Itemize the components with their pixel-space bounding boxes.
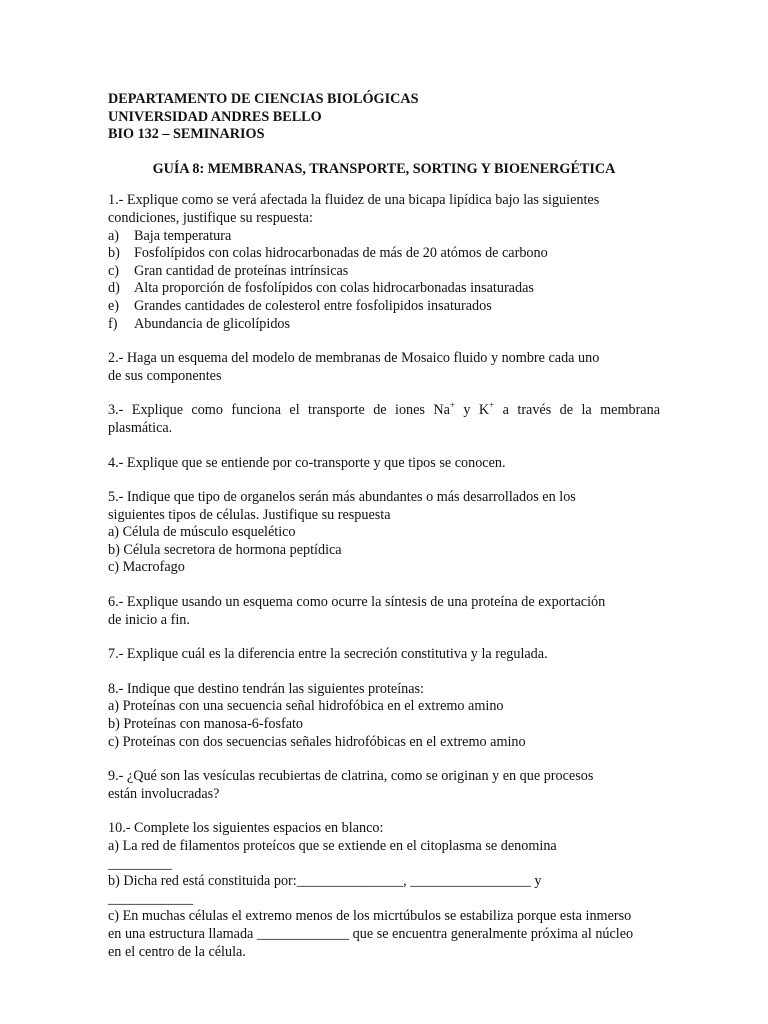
question-3-line-1 [108,399,660,420]
question-1-stem-line-2: condiciones, justifique su respuesta: [108,209,313,226]
question-3 [108,399,660,437]
option-text: Baja temperatura [134,227,232,244]
question-6 [108,594,660,629]
option-text: Abundancia de glicolípidos [134,315,291,332]
question-2 [108,350,660,385]
question-9-line-2: están involucradas? [108,785,220,802]
question-8-option-c: c) Proteínas con dos secuencias señales hidrofóbicas en el extremo amino [108,733,526,750]
question-8-option-a: a) Proteínas con una secuencia señal hidrofóbica en el extremo amino [108,698,504,715]
option-letter: c) [108,262,120,279]
option-letter: a) [108,227,120,244]
document-content [108,91,660,961]
question-6-line-2: de inicio a fin. [108,611,190,628]
department-heading: DEPARTAMENTO DE CIENCIAS BIOLÓGICAS [108,91,419,107]
question-1-option-e [108,298,660,316]
question-8 [108,681,660,751]
question-1-option-a [108,228,660,246]
option-text: Grandes cantidades de colesterol entre fosfolipidos insaturados [134,297,492,314]
question-9 [108,768,660,803]
question-1-stem-line-1: 1.- Explique como se verá afectada la fluidez de una bicapa lipídica bajo las siguientes [108,192,600,209]
question-5-option-a: a) Célula de músculo esquelético [108,524,296,541]
question-10-a-line-1: a) La red de filamentos proteícos que se extiende en el citoplasma se denomina [108,838,557,854]
option-letter: b) [108,245,120,262]
question-1-option-f [108,316,660,334]
question-1 [108,192,660,333]
question-9-line-1: 9.- ¿Qué son las vesículas recubiertas de clatrina, como se originan y en que procesos [108,768,594,785]
question-3-text-part-3: a través de la membrana [494,402,660,419]
question-5-option-c: c) Macrofago [108,559,185,576]
guide-title: GUÍA 8: MEMBRANAS, TRANSPORTE, SORTING Y BIOENERGÉTICA [152,160,616,177]
question-3-line-2: plasmática. [108,419,173,436]
question-10-c-line-3: en el centro de la célula. [108,943,246,960]
question-5 [108,489,660,577]
sodium-charge: + [449,399,455,410]
option-text: Fosfolípidos con colas hidrocarbonadas de más de 20 atómos de carbono [134,245,548,262]
university-heading: UNIVERSIDAD ANDRES BELLO [108,108,322,125]
question-3-text-part-2: y K [455,402,490,419]
question-3-text-part-1: 3.- Explique como funciona el transporte de iones Na [108,402,450,419]
question-7: 7.- Explique cuál es la diferencia entre la secreción constitutiva y la regulada. [108,646,548,663]
option-letter: f) [108,315,118,332]
course-heading: BIO 132 – SEMINARIOS [108,126,265,143]
question-4: 4.- Explique que se entiende por co-transporte y que tipos se conocen. [108,454,506,471]
question-10 [108,820,660,961]
option-letter: d) [108,280,120,297]
question-10-b-line-1: b) Dicha red está constituida por:_______________, _________________ y [108,873,542,890]
potassium-charge: + [489,399,495,410]
question-8-line-1: 8.- Indique que destino tendrán las siguientes proteínas: [108,680,424,697]
question-6-line-1: 6.- Explique usando un esquema como ocurre la síntesis de una proteína de exportación [108,594,606,611]
question-10-c-line-2: en una estructura llamada _____________ que se encuentra generalmente próxima al núcleo [108,925,634,942]
question-5-option-b: b) Célula secretora de hormona peptídica [108,541,342,558]
question-5-line-1: 5.- Indique que tipo de organelos serán más abundantes o más desarrollados en los [108,489,576,506]
question-10-b-blank: ____________ [108,890,194,907]
option-text: Gran cantidad de proteínas intrínsicas [134,262,349,279]
question-10-c-line-1: c) En muchas células el extremo menos de los micrtúbulos se estabiliza porque esta inmerso [108,908,632,925]
question-2-line-1: 2.- Haga un esquema del modelo de membranas de Mosaico fluido y nombre cada uno [108,350,600,367]
question-5-line-2: siguientes tipos de células. Justifique su respuesta [108,506,391,523]
question-10-line-1: 10.- Complete los siguientes espacios en blanco: [108,820,384,837]
question-1-option-c [108,263,660,281]
question-2-line-2: de sus componentes [108,367,222,384]
question-1-option-b [108,245,660,263]
option-letter: e) [108,297,120,314]
question-1-option-d [108,280,660,298]
question-8-option-b: b) Proteínas con manosa-6-fosfato [108,716,304,733]
option-text: Alta proporción de fosfolípidos con colas hidrocarbonadas insaturadas [134,280,534,297]
question-10-a-blank: _________ [108,855,172,872]
